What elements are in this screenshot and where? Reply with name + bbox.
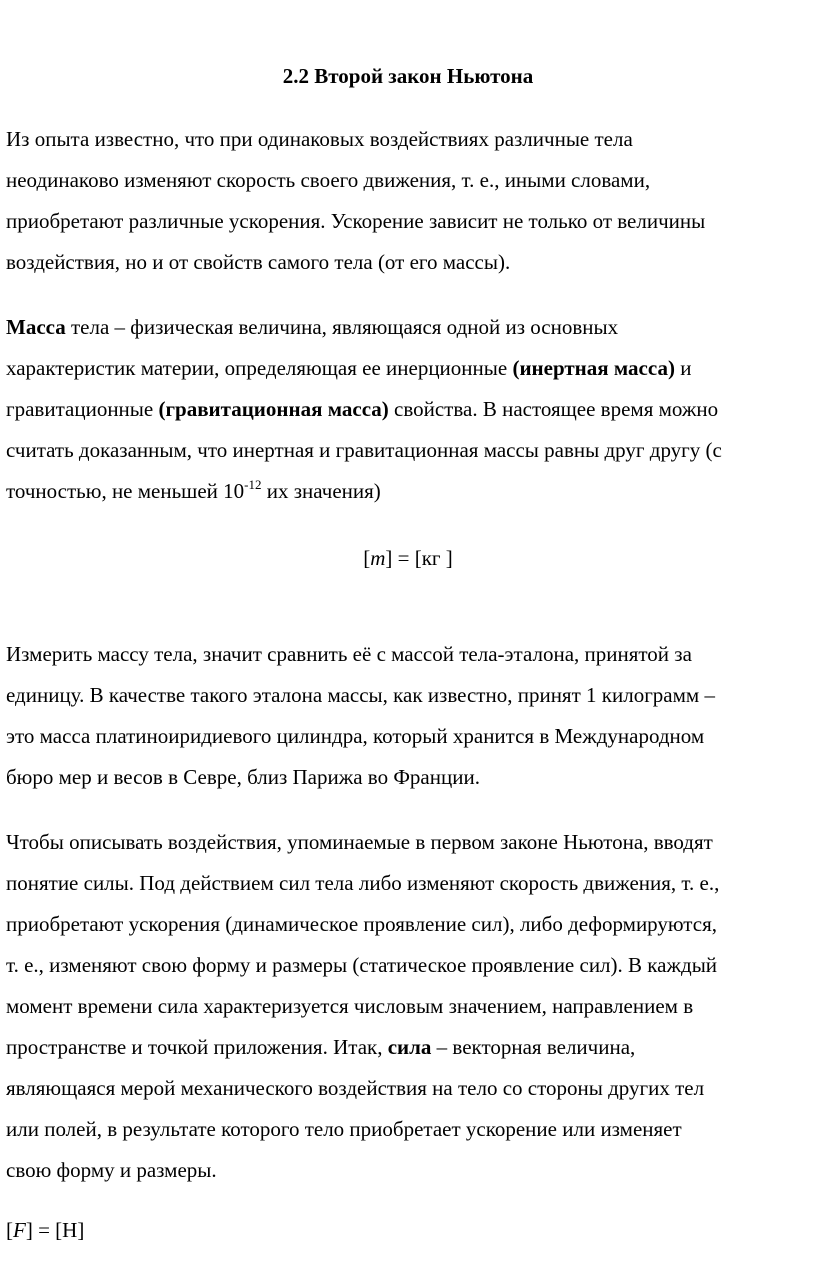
text-run: их значения): [261, 479, 381, 503]
paragraph-line: момент времени сила характеризуется числовым значением, направлением в: [6, 994, 694, 1018]
formula-force-unit: [6, 1210, 84, 1251]
term-mass: Масса: [6, 315, 66, 339]
text-run: точностью, не меньшей 10: [6, 479, 245, 503]
bracket: [: [6, 1218, 13, 1242]
formula-rest: ] = [Н]: [25, 1218, 85, 1242]
paragraph-line: единицу. В качестве такого эталона массы, как известно, принят 1 килограмм –: [6, 683, 715, 707]
paragraph-line: [6, 1027, 812, 1068]
paragraph-line: воздействия, но и от свойств самого тела (от его массы).: [6, 250, 511, 274]
term-gravitational-mass: (гравитационная масса): [158, 397, 389, 421]
term-inertial-mass: (инертная масса): [512, 356, 675, 380]
text-run: и: [674, 356, 692, 380]
paragraph-line: Чтобы описывать воздействия, упоминаемые в первом законе Ньютона, вводят: [6, 830, 713, 854]
paragraph-line: являющаяся мерой механического воздействия на тело со стороны других тел: [6, 1076, 705, 1100]
paragraph-line: бюро мер и весов в Севре, близ Парижа во Франции.: [6, 765, 480, 789]
formula-rest: ] = [кг ]: [385, 546, 453, 570]
text-run: свойства. В настоящее время можно: [388, 397, 719, 421]
text-run: пространстве и точкой приложения. Итак,: [6, 1035, 388, 1059]
formula-mass-unit: [0, 538, 816, 579]
paragraph-line: считать доказанным, что инертная и гравитационная массы равны друг другу (с: [6, 438, 722, 462]
text-run: – векторная величина,: [431, 1035, 636, 1059]
paragraph-line: т. е., изменяют свою форму и размеры (статическое проявление сил). В каждый: [6, 953, 718, 977]
text-run: тела – физическая величина, являющаяся одной из основных: [65, 315, 619, 339]
paragraph-line: свою форму и размеры.: [6, 1158, 217, 1182]
variable-m: m: [370, 546, 386, 570]
paragraph-line: приобретают различные ускорения. Ускорение зависит не только от величины: [6, 209, 706, 233]
term-force: сила: [387, 1035, 432, 1059]
paragraph-line: или полей, в результате которого тело приобретает ускорение или изменяет: [6, 1117, 682, 1141]
paragraph-line: это масса платиноиридиевого цилиндра, который хранится в Международном: [6, 724, 705, 748]
variable-f: F: [13, 1218, 26, 1242]
paragraph-line: Измерить массу тела, значит сравнить её с массой тела-эталона, принятой за: [6, 642, 692, 666]
paragraph-force-definition: [6, 822, 812, 1191]
paragraph-line: [6, 348, 812, 389]
paragraph-line: понятие силы. Под действием сил тела либо изменяют скорость движения, т. е.,: [6, 871, 720, 895]
paragraph-mass-standard: [6, 634, 812, 798]
paragraph-line: [6, 307, 812, 348]
paragraph-line: [6, 389, 812, 430]
text-run: характеристик материи, определяющая ее инерционные: [6, 356, 513, 380]
section-title: 2.2 Второй закон Ньютона: [282, 64, 534, 88]
exponent: -12: [244, 477, 262, 492]
paragraph-intro: [6, 119, 812, 283]
paragraph-line: неодинаково изменяют скорость своего движения, т. е., иными словами,: [6, 168, 651, 192]
paragraph-line: приобретают ускорения (динамическое проявление сил), либо деформируются,: [6, 912, 717, 936]
paragraph-line: Из опыта известно, что при одинаковых воздействиях различные тела: [6, 127, 633, 151]
text-run: гравитационные: [6, 397, 159, 421]
paragraph-mass-definition: [6, 307, 812, 512]
paragraph-line: [6, 471, 812, 512]
bracket: [: [363, 546, 371, 570]
